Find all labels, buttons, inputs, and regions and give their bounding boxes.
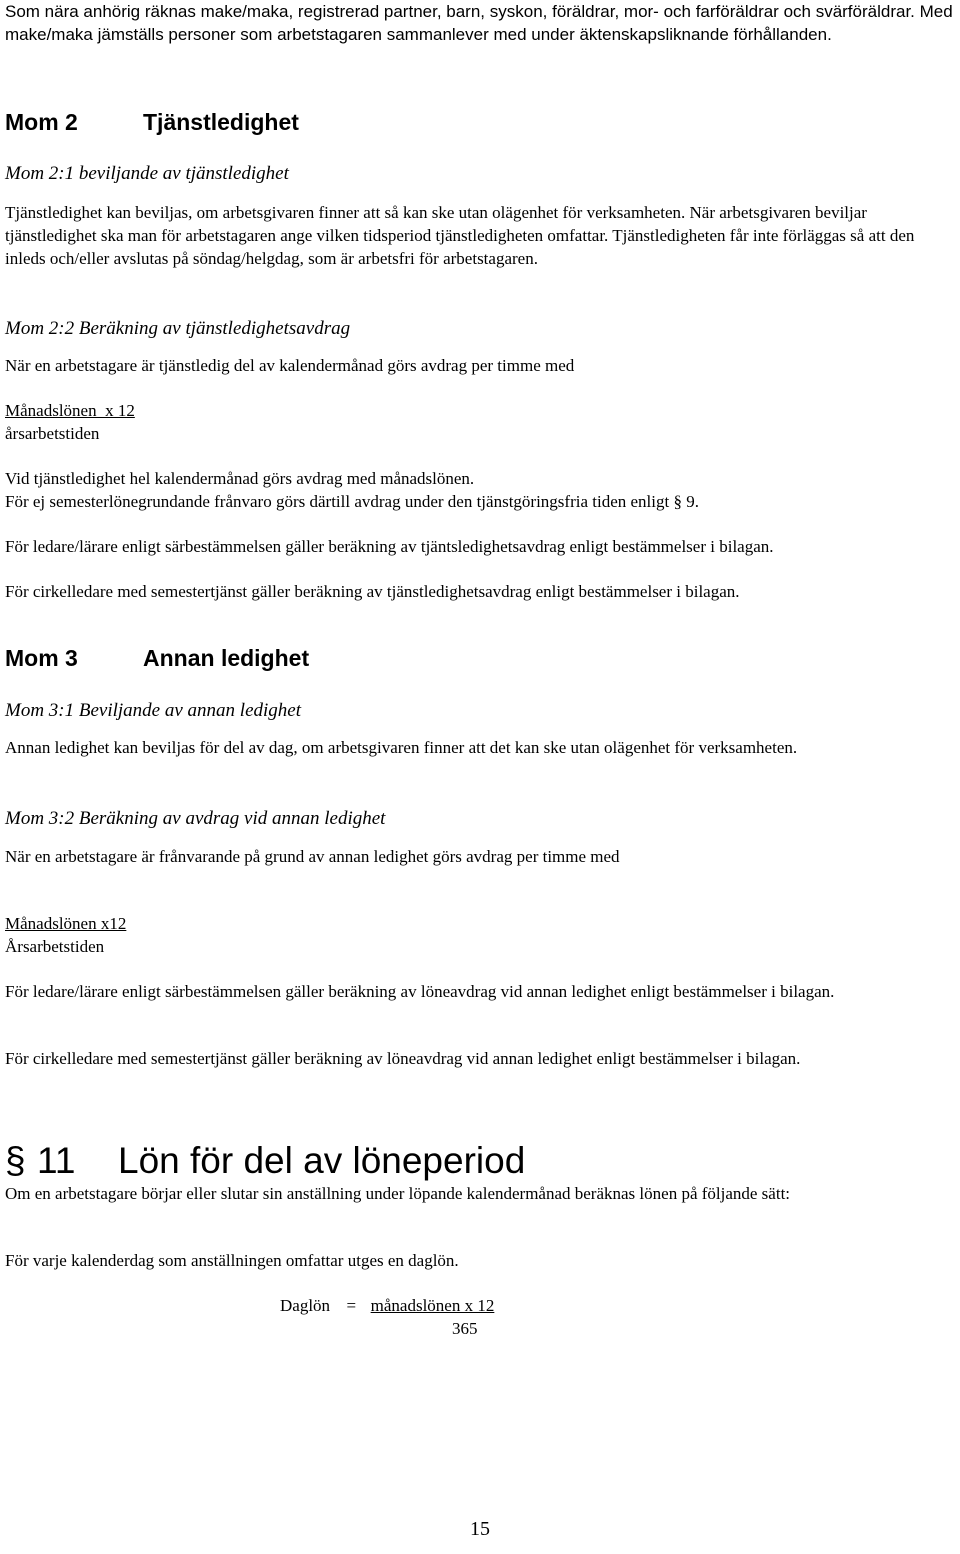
section-number: Mom 3 xyxy=(5,645,78,671)
daglon-formula xyxy=(280,1294,494,1317)
formula-denominator: Årsarbetstiden xyxy=(5,937,105,956)
paragraph: Om en arbetstagare börjar eller slutar sin anställning under löpande kalendermånad beräknas lönen på följande sätt: xyxy=(5,1184,791,1203)
formula-numerator: Månadslönen x12 xyxy=(5,914,127,933)
formula-numerator: Månadslönen x 12 xyxy=(5,401,135,420)
formula-lhs: Daglön xyxy=(280,1296,331,1315)
paragraph: För ej semesterlönegrundande frånvaro görs därtill avdrag under den tjänstgöringsfria tiden enligt § 9. xyxy=(5,492,699,511)
subsection-heading: Mom 2:2 Beräkning av tjänstledighetsavdrag xyxy=(5,318,351,339)
section-title: Tjänstledighet xyxy=(143,109,299,135)
subsection-heading: Mom 2:1 beviljande av tjänstledighet xyxy=(5,163,289,184)
paragraph: För ledare/lärare enligt särbestämmelsen gäller beräkning av tjäntsledighetsavdrag enligt bestämmelser i bilagan. xyxy=(5,537,774,556)
section-heading-mom3 xyxy=(5,645,309,672)
chapter-heading xyxy=(5,1140,525,1182)
subsection-heading: Mom 3:1 Beviljande av annan ledighet xyxy=(5,700,302,721)
page-number: 15 xyxy=(470,1518,490,1540)
formula-denominator: 365 xyxy=(452,1319,478,1338)
formula-denominator: årsarbetstiden xyxy=(5,424,100,443)
paragraph: För cirkelledare med semestertjänst gäller beräkning av tjänstledighetsavdrag enligt bestämmelser i bilagan. xyxy=(5,582,740,601)
paragraph: När en arbetstagare är tjänstledig del av kalendermånad görs avdrag per timme med xyxy=(5,356,575,375)
paragraph: För cirkelledare med semestertjänst gäller beräkning av löneavdrag vid annan ledighet enligt bestämmelser i bilagan. xyxy=(5,1049,801,1068)
chapter-title: Lön för del av löneperiod xyxy=(118,1140,526,1181)
paragraph: Tjänstledighet kan beviljas, om arbetsgivaren finner att så kan ske utan olägenhet för verksamheten. När arbetsgivaren beviljar tjänstledighet ska man för arbetstagaren ange vilken tidsperiod tjänstledigheten omfattar. Tjänstledigheten får inte förläggas så att den inleds och/eller avslutas på söndag/helgdag, som är arbetsfri för arbetstagaren. xyxy=(5,203,915,268)
intro-paragraph: Som nära anhörig räknas make/maka, registrerad partner, barn, syskon, föräldrar, mor- och farföräldrar och svärföräldrar. Med make/maka jämställs personer som arbetstagaren sammanlever med under äktenskapsliknande förhållanden. xyxy=(5,2,953,44)
subsection-heading: Mom 3:2 Beräkning av avdrag vid annan ledighet xyxy=(5,808,386,829)
paragraph: Annan ledighet kan beviljas för del av dag, om arbetsgivaren finner att det kan ske utan olägenhet för verksamheten. xyxy=(5,738,798,757)
paragraph: När en arbetstagare är frånvarande på grund av annan ledighet görs avdrag per timme med xyxy=(5,847,620,866)
section-heading-mom2 xyxy=(5,109,299,136)
section-symbol: § xyxy=(5,1140,26,1181)
section-title: Annan ledighet xyxy=(143,645,310,671)
chapter-number: 11 xyxy=(37,1140,76,1181)
paragraph: För ledare/lärare enligt särbestämmelsen gäller beräkning av löneavdrag vid annan ledighet enligt bestämmelser i bilagan. xyxy=(5,982,835,1001)
formula-equals: = xyxy=(346,1296,357,1315)
paragraph: Vid tjänstledighet hel kalendermånad görs avdrag med månadslönen. xyxy=(5,469,475,488)
paragraph: För varje kalenderdag som anställningen omfattar utges en daglön. xyxy=(5,1251,459,1270)
formula-numerator: månadslönen x 12 xyxy=(370,1296,495,1315)
section-number: Mom 2 xyxy=(5,109,78,135)
